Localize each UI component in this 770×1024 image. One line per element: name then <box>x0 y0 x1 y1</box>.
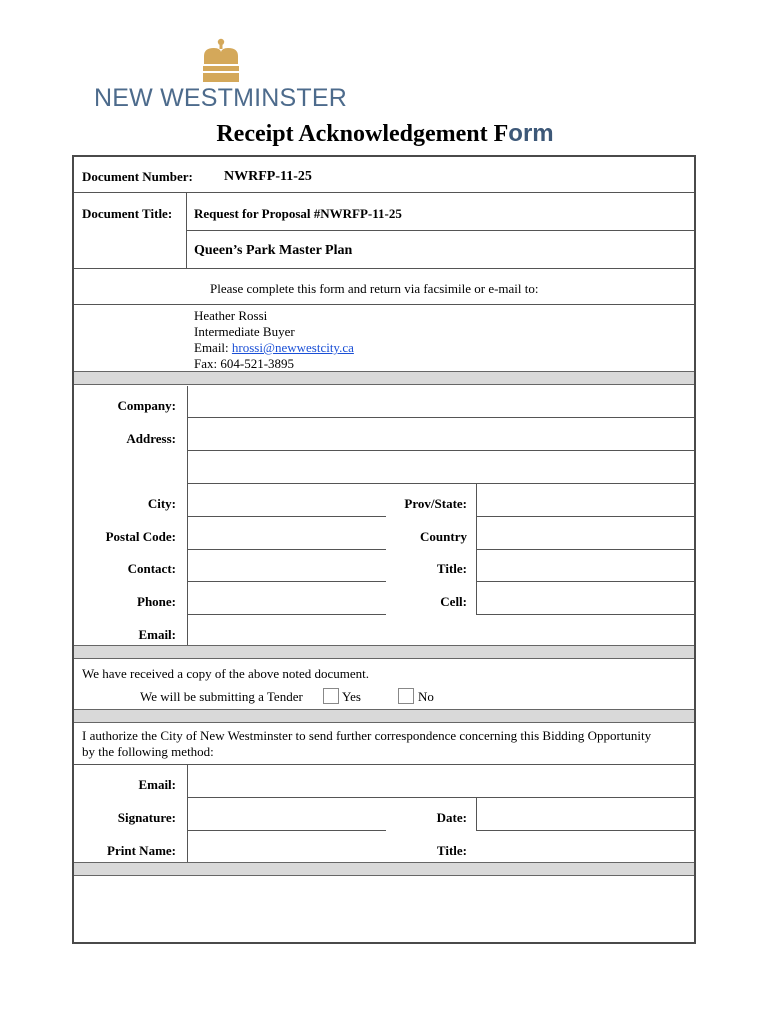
auth-email-field[interactable] <box>188 765 694 797</box>
buyer-fax: Fax: 604-521-3895 <box>194 356 295 371</box>
buyer-email-line: Email: hrossi@newwestcity.ca <box>194 340 354 355</box>
yes-checkbox[interactable] <box>323 688 339 704</box>
postal-code-field[interactable] <box>188 517 386 549</box>
city-label: City: <box>147 496 176 511</box>
phone-field[interactable] <box>188 582 386 614</box>
cell-field[interactable] <box>477 582 694 614</box>
section-divider <box>74 862 694 876</box>
prov-state-field[interactable] <box>477 484 694 516</box>
buyer-name: Heather Rossi <box>194 308 268 323</box>
return-instructions: Please complete this form and return via facsimile or e-mail to: <box>210 281 539 296</box>
no-checkbox[interactable] <box>398 688 414 704</box>
document-number-label: Document Number: <box>82 169 193 184</box>
buyer-role: Intermediate Buyer <box>194 324 295 339</box>
document-title-value: Request for Proposal #NWRFP-11-25 <box>194 206 402 221</box>
section-divider <box>74 709 694 723</box>
email-field[interactable] <box>188 614 694 646</box>
prov-state-label: Prov/State: <box>404 496 467 511</box>
company-field[interactable] <box>188 386 694 418</box>
section-divider <box>74 645 694 659</box>
receipt-statement: We have received a copy of the above noted document. <box>82 666 369 681</box>
contact-title-field[interactable] <box>477 549 694 581</box>
acknowledgement-form <box>72 155 696 944</box>
section-divider <box>74 371 694 385</box>
yes-label: Yes <box>342 689 361 704</box>
address-label: Address: <box>126 431 176 446</box>
email-label: Email: <box>138 627 176 642</box>
buyer-email-link[interactable]: hrossi@newwestcity.ca <box>231 340 354 355</box>
city-field[interactable] <box>188 484 386 516</box>
cell-label: Cell: <box>440 594 467 609</box>
country-label: Country <box>420 529 467 544</box>
document-title-label: Document Title: <box>82 206 173 221</box>
signature-label: Signature: <box>117 810 176 825</box>
address-field-1[interactable] <box>188 418 694 450</box>
print-name-label: Print Name: <box>107 843 176 858</box>
auth-email-label: Email: <box>138 777 176 792</box>
authorization-text-1: I authorize the City of New Westminster to send further correspondence concerning this Bidding Opportunity <box>82 728 652 743</box>
authorization-text-2: by the following method: <box>82 744 214 759</box>
tender-prompt: We will be submitting a Tender <box>140 689 303 704</box>
date-field[interactable] <box>477 798 694 830</box>
date-label: Date: <box>436 810 467 825</box>
page-title: Receipt Acknowledgement Form <box>216 120 554 147</box>
company-label: Company: <box>117 398 176 413</box>
contact-label: Contact: <box>127 561 176 576</box>
phone-label: Phone: <box>137 594 176 609</box>
print-title-label: Title: <box>436 843 467 858</box>
city-logo <box>94 38 348 114</box>
signature-field[interactable] <box>188 798 386 830</box>
logo-wordmark: NEW WESTMINSTER <box>94 84 347 112</box>
country-field[interactable] <box>477 517 694 549</box>
contact-field[interactable] <box>188 549 386 581</box>
postal-code-label: Postal Code: <box>105 529 176 544</box>
crown-icon <box>198 38 244 84</box>
address-field-2[interactable] <box>188 451 694 483</box>
notes-area[interactable] <box>74 877 694 943</box>
project-name: Queen’s Park Master Plan <box>194 243 353 258</box>
contact-title-label: Title: <box>436 561 467 576</box>
document-number-value: NWRFP-11-25 <box>224 169 312 184</box>
no-label: No <box>418 689 434 704</box>
